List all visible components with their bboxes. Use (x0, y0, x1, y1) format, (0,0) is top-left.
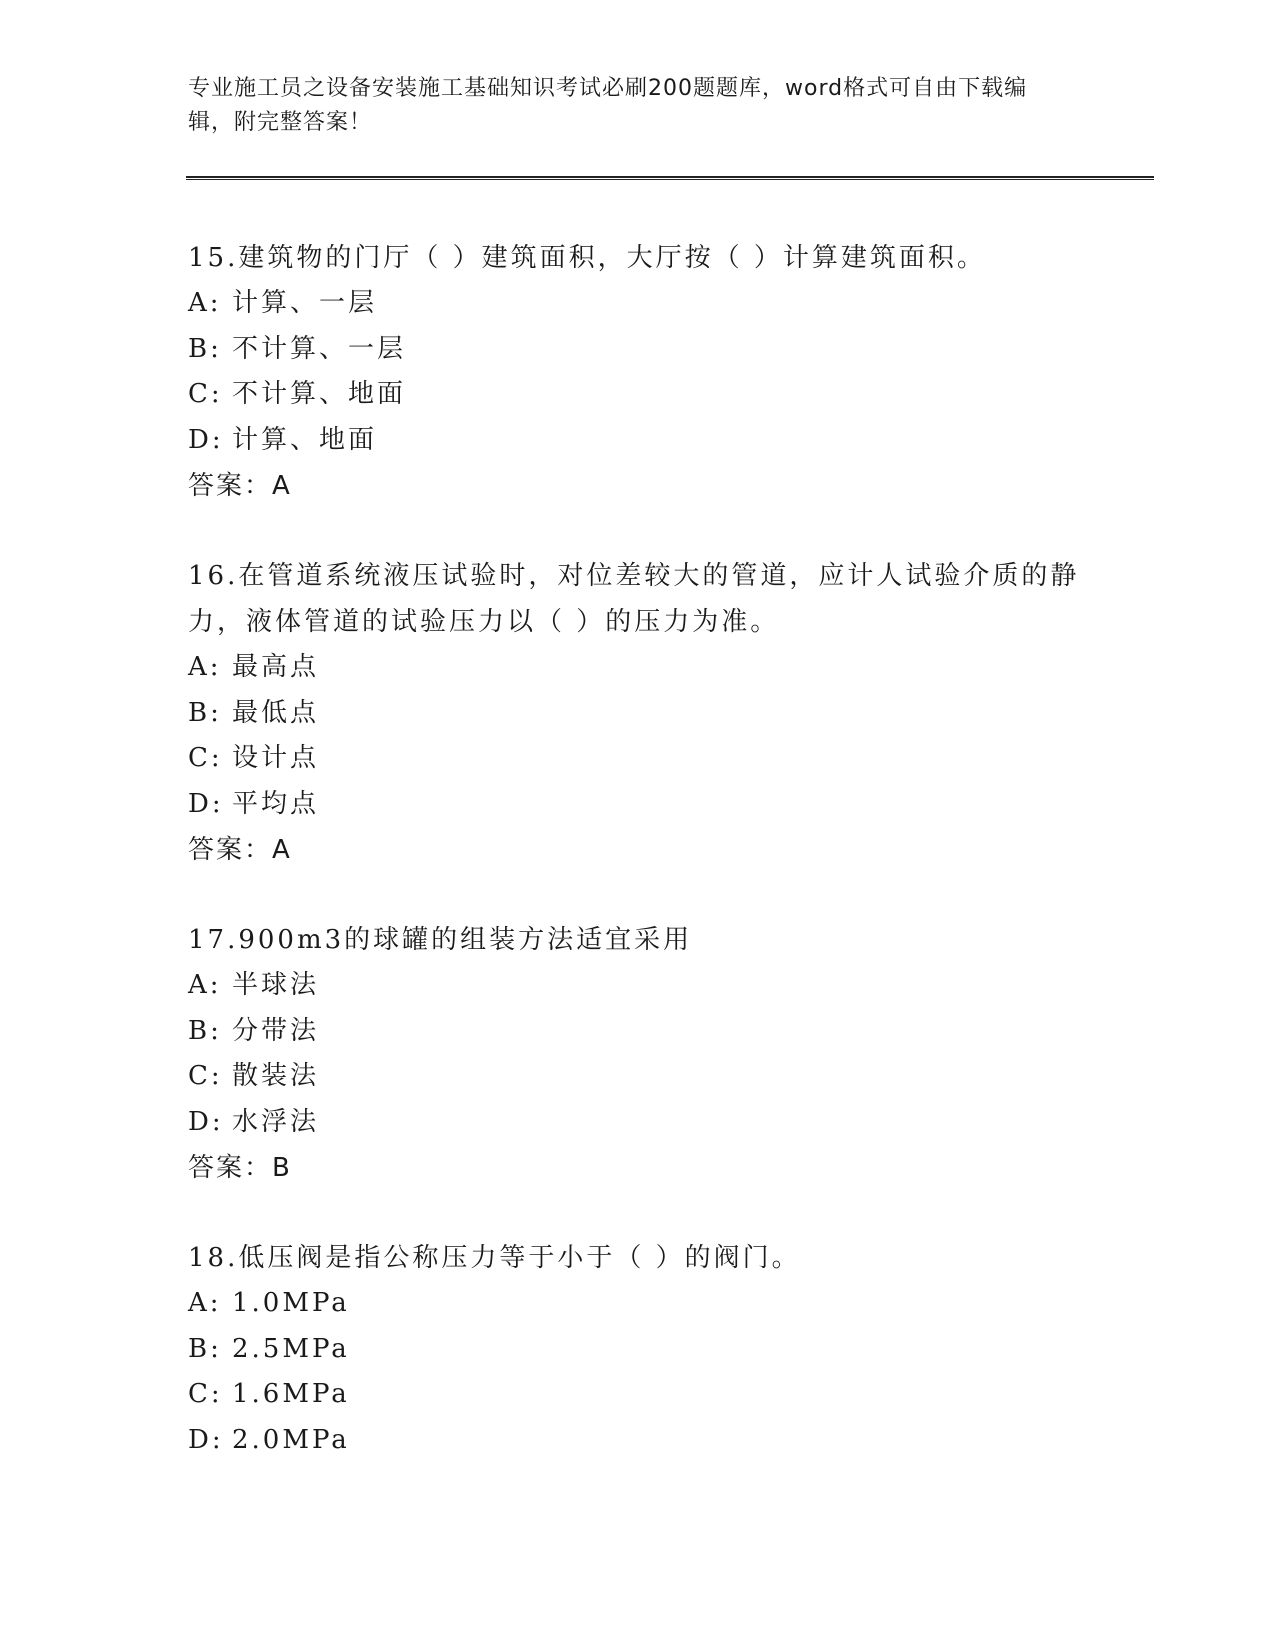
option-a (188, 963, 1088, 1009)
option-d (188, 418, 1088, 464)
option-a (188, 645, 1088, 691)
option-letter: C: (188, 379, 223, 409)
question-15 (188, 235, 1088, 509)
option-text: 计算、地面 (232, 424, 378, 455)
option-text: 2.0MPa (232, 1424, 350, 1455)
option-c (188, 372, 1088, 418)
question-16 (188, 553, 1088, 873)
option-text: 平均点 (232, 788, 320, 819)
option-d (188, 1100, 1088, 1146)
option-text: 1.6MPa (232, 1379, 350, 1409)
option-c (188, 736, 1088, 782)
option-text: 分带法 (232, 1015, 320, 1046)
question-stem: 18.低压阀是指公称压力等于小于（ ）的阀门。 (188, 1243, 801, 1273)
option-letter: D: (188, 424, 224, 455)
option-b (188, 1009, 1088, 1055)
question-18 (188, 1235, 1088, 1463)
option-text: 最低点 (232, 697, 320, 728)
option-letter: A: (188, 652, 222, 682)
option-text: 不计算、地面 (232, 379, 407, 409)
option-letter: C: (188, 1379, 223, 1409)
option-text: 设计点 (232, 743, 320, 773)
question-list (188, 235, 1088, 1507)
option-text: 2.5MPa (232, 1333, 350, 1364)
option-letter: A: (188, 1288, 222, 1318)
document-header-title: 专业施工员之设备安装施工基础知识考试必刷200题题库，word格式可自由下载编辑，附完整答案！ (188, 76, 1028, 135)
option-letter: B: (188, 333, 222, 364)
option-text: 计算、一层 (232, 288, 378, 318)
option-letter: C: (188, 1061, 223, 1091)
option-b (188, 1327, 1088, 1373)
question-stem: 17.900m3的球罐的组装方法适宜采用 (188, 925, 693, 955)
question-stem: 15.建筑物的门厅（ ）建筑面积，大厅按（ ）计算建筑面积。 (188, 243, 986, 273)
option-b (188, 691, 1088, 737)
option-letter: D: (188, 1106, 224, 1137)
option-letter: A: (188, 288, 222, 318)
option-c (188, 1054, 1088, 1100)
question-stem: 16.在管道系统液压试验时，对位差较大的管道，应计人试验介质的静力，液体管道的试验压力以（ ）的压力为准。 (188, 561, 1080, 637)
option-text: 散装法 (232, 1061, 320, 1091)
option-letter: B: (188, 1333, 222, 1364)
option-d (188, 1418, 1088, 1464)
option-b (188, 327, 1088, 373)
option-text: 不计算、一层 (232, 333, 407, 364)
option-text: 1.0MPa (232, 1288, 350, 1318)
option-a (188, 281, 1088, 327)
option-letter: B: (188, 1015, 222, 1046)
option-letter: C: (188, 743, 223, 773)
option-text: 水浮法 (232, 1106, 320, 1137)
option-letter: D: (188, 1424, 224, 1455)
question-17 (188, 917, 1088, 1191)
answer-line: 答案：A (188, 471, 292, 501)
option-letter: B: (188, 697, 222, 728)
option-letter: D: (188, 788, 224, 819)
option-d (188, 782, 1088, 828)
header-divider (186, 176, 1154, 180)
option-text: 最高点 (232, 652, 320, 682)
answer-line: 答案：B (188, 1153, 292, 1183)
option-text: 半球法 (232, 970, 320, 1000)
option-a (188, 1281, 1088, 1327)
answer-line: 答案：A (188, 835, 292, 865)
option-c (188, 1372, 1088, 1418)
option-letter: A: (188, 970, 222, 1000)
